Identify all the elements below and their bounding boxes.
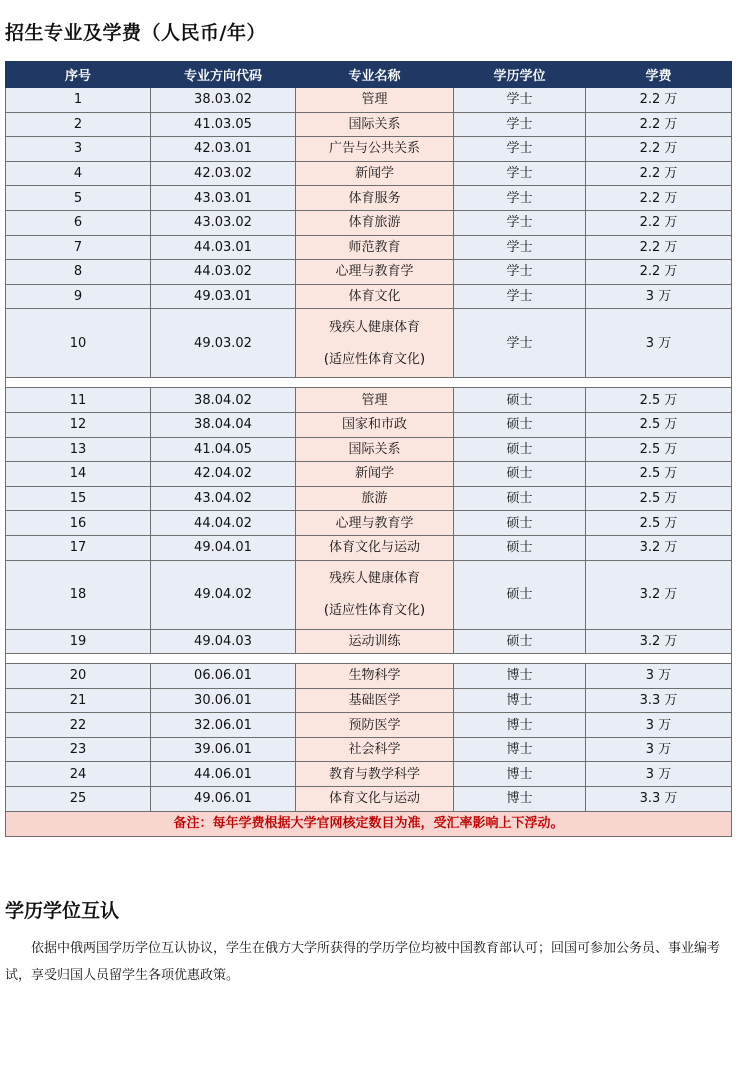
cell-code: 44.06.01 xyxy=(151,762,296,787)
fee-note: 备注：每年学费根据大学官网核定数目为准，受汇率影响上下浮动。 xyxy=(6,811,732,836)
cell-degree: 学士 xyxy=(454,88,586,113)
cell-major-name: 新闻学 xyxy=(296,462,454,487)
cell-major-name: 管理 xyxy=(296,388,454,413)
cell-fee: 2.5 万 xyxy=(586,412,732,437)
header-code: 专业方向代码 xyxy=(151,62,296,88)
cell-fee: 3.3 万 xyxy=(586,688,732,713)
header-degree: 学历学位 xyxy=(454,62,586,88)
cell-code: 42.04.02 xyxy=(151,462,296,487)
cell-fee: 2.5 万 xyxy=(586,511,732,536)
cell-code: 49.04.03 xyxy=(151,629,296,654)
cell-no: 3 xyxy=(6,137,151,162)
cell-major-name xyxy=(296,309,454,378)
cell-no: 8 xyxy=(6,260,151,285)
table-row xyxy=(6,688,732,713)
cell-degree: 学士 xyxy=(454,284,586,309)
cell-code: 41.04.05 xyxy=(151,437,296,462)
cell-degree: 硕士 xyxy=(454,560,586,629)
cell-fee: 3.2 万 xyxy=(586,629,732,654)
cell-degree: 学士 xyxy=(454,309,586,378)
cell-major-name: 教育与教学科学 xyxy=(296,762,454,787)
cell-no: 25 xyxy=(6,787,151,812)
cell-major-name: 预防医学 xyxy=(296,713,454,738)
cell-major-name xyxy=(296,560,454,629)
table-row xyxy=(6,137,732,162)
cell-degree: 博士 xyxy=(454,787,586,812)
cell-no: 19 xyxy=(6,629,151,654)
cell-code: 43.03.01 xyxy=(151,186,296,211)
cell-code: 30.06.01 xyxy=(151,688,296,713)
cell-degree: 硕士 xyxy=(454,388,586,413)
cell-code: 06.06.01 xyxy=(151,664,296,689)
cell-fee: 2.2 万 xyxy=(586,210,732,235)
table-row xyxy=(6,713,732,738)
table-row xyxy=(6,235,732,260)
header-fee: 学费 xyxy=(586,62,732,88)
cell-fee: 3.3 万 xyxy=(586,787,732,812)
cell-fee: 3.2 万 xyxy=(586,560,732,629)
cell-major-name: 国际关系 xyxy=(296,437,454,462)
cell-major-name: 国际关系 xyxy=(296,112,454,137)
table-row xyxy=(6,437,732,462)
cell-code: 38.03.02 xyxy=(151,88,296,113)
table-row xyxy=(6,560,732,629)
cell-code: 44.04.02 xyxy=(151,511,296,536)
cell-fee: 3 万 xyxy=(586,762,732,787)
cell-fee: 3 万 xyxy=(586,737,732,762)
cell-major-name: 运动训练 xyxy=(296,629,454,654)
cell-degree: 博士 xyxy=(454,664,586,689)
cell-degree: 硕士 xyxy=(454,535,586,560)
cell-fee: 2.2 万 xyxy=(586,137,732,162)
table-note-row xyxy=(6,811,732,836)
table-row xyxy=(6,787,732,812)
cell-degree: 硕士 xyxy=(454,412,586,437)
cell-major-name: 广告与公共关系 xyxy=(296,137,454,162)
header-no: 序号 xyxy=(6,62,151,88)
cell-code: 41.03.05 xyxy=(151,112,296,137)
cell-fee: 3.2 万 xyxy=(586,535,732,560)
cell-major-name: 管理 xyxy=(296,88,454,113)
cell-code: 49.04.01 xyxy=(151,535,296,560)
degree-recognition-paragraph: 依据中俄两国学历学位互认协议，学生在俄方大学所获得的学历学位均被中国教育部认可；回国可参加公务员、事业编考试，享受归国人员留学生各项优惠政策。 xyxy=(5,941,721,983)
cell-fee: 3 万 xyxy=(586,309,732,378)
cell-code: 32.06.01 xyxy=(151,713,296,738)
table-row xyxy=(6,664,732,689)
cell-major-name: 旅游 xyxy=(296,486,454,511)
table-separator-row xyxy=(6,654,732,664)
table-row xyxy=(6,629,732,654)
cell-code: 39.06.01 xyxy=(151,737,296,762)
cell-fee: 2.2 万 xyxy=(586,235,732,260)
cell-degree: 学士 xyxy=(454,260,586,285)
cell-code: 43.03.02 xyxy=(151,210,296,235)
cell-major-name: 体育旅游 xyxy=(296,210,454,235)
table-row xyxy=(6,737,732,762)
cell-no: 15 xyxy=(6,486,151,511)
cell-degree: 学士 xyxy=(454,112,586,137)
table-separator-row xyxy=(6,378,732,388)
cell-no: 10 xyxy=(6,309,151,378)
cell-degree: 学士 xyxy=(454,235,586,260)
cell-no: 23 xyxy=(6,737,151,762)
cell-no: 9 xyxy=(6,284,151,309)
cell-no: 21 xyxy=(6,688,151,713)
major-name-line2: (适应性体育文化) xyxy=(323,351,426,367)
cell-major-name: 心理与教育学 xyxy=(296,260,454,285)
table-row xyxy=(6,88,732,113)
cell-major-name: 生物科学 xyxy=(296,664,454,689)
cell-fee: 2.2 万 xyxy=(586,112,732,137)
cell-code: 44.03.01 xyxy=(151,235,296,260)
table-row xyxy=(6,535,732,560)
table-row xyxy=(6,511,732,536)
cell-degree: 学士 xyxy=(454,186,586,211)
cell-code: 44.03.02 xyxy=(151,260,296,285)
table-row xyxy=(6,284,732,309)
cell-degree: 硕士 xyxy=(454,629,586,654)
cell-code: 38.04.04 xyxy=(151,412,296,437)
cell-degree: 博士 xyxy=(454,762,586,787)
cell-no: 1 xyxy=(6,88,151,113)
table-row xyxy=(6,186,732,211)
cell-no: 16 xyxy=(6,511,151,536)
cell-no: 5 xyxy=(6,186,151,211)
cell-major-name: 体育文化 xyxy=(296,284,454,309)
cell-no: 11 xyxy=(6,388,151,413)
cell-code: 38.04.02 xyxy=(151,388,296,413)
cell-code: 49.06.01 xyxy=(151,787,296,812)
cell-fee: 2.5 万 xyxy=(586,437,732,462)
cell-degree: 学士 xyxy=(454,161,586,186)
table-row xyxy=(6,486,732,511)
cell-fee: 3 万 xyxy=(586,664,732,689)
cell-major-name: 心理与教育学 xyxy=(296,511,454,536)
cell-degree: 博士 xyxy=(454,737,586,762)
major-name-line2: (适应性体育文化) xyxy=(323,603,426,618)
cell-major-name: 体育文化与运动 xyxy=(296,535,454,560)
cell-major-name: 社会科学 xyxy=(296,737,454,762)
separator-cell xyxy=(6,654,732,664)
cell-major-name: 基础医学 xyxy=(296,688,454,713)
cell-no: 22 xyxy=(6,713,151,738)
cell-major-name: 师范教育 xyxy=(296,235,454,260)
table-row xyxy=(6,762,732,787)
cell-code: 42.03.01 xyxy=(151,137,296,162)
cell-degree: 硕士 xyxy=(454,462,586,487)
cell-degree: 硕士 xyxy=(454,437,586,462)
cell-no: 17 xyxy=(6,535,151,560)
cell-major-name: 体育文化与运动 xyxy=(296,787,454,812)
cell-no: 24 xyxy=(6,762,151,787)
major-name-line1: 残疾人健康体育 xyxy=(328,571,420,586)
cell-fee: 3 万 xyxy=(586,713,732,738)
cell-fee: 3 万 xyxy=(586,284,732,309)
cell-fee: 2.2 万 xyxy=(586,186,732,211)
major-name-line1: 残疾人健康体育 xyxy=(328,319,420,335)
cell-no: 6 xyxy=(6,210,151,235)
cell-code: 49.04.02 xyxy=(151,560,296,629)
cell-major-name: 新闻学 xyxy=(296,161,454,186)
cell-no: 12 xyxy=(6,412,151,437)
cell-no: 13 xyxy=(6,437,151,462)
cell-no: 20 xyxy=(6,664,151,689)
cell-degree: 学士 xyxy=(454,137,586,162)
table-row xyxy=(6,112,732,137)
cell-fee: 2.2 万 xyxy=(586,260,732,285)
table-row xyxy=(6,260,732,285)
table-row xyxy=(6,462,732,487)
majors-fee-table xyxy=(5,61,732,837)
cell-fee: 2.2 万 xyxy=(586,161,732,186)
table-row xyxy=(6,161,732,186)
cell-degree: 硕士 xyxy=(454,486,586,511)
cell-fee: 2.5 万 xyxy=(586,486,732,511)
cell-code: 42.03.02 xyxy=(151,161,296,186)
cell-no: 7 xyxy=(6,235,151,260)
cell-degree: 硕士 xyxy=(454,511,586,536)
cell-degree: 博士 xyxy=(454,688,586,713)
cell-no: 4 xyxy=(6,161,151,186)
cell-no: 18 xyxy=(6,560,151,629)
cell-fee: 2.5 万 xyxy=(586,462,732,487)
cell-code: 49.03.02 xyxy=(151,309,296,378)
section-title-degree-recognition: 学历学位互认 xyxy=(5,900,120,922)
cell-degree: 学士 xyxy=(454,210,586,235)
separator-cell xyxy=(6,378,732,388)
table-row xyxy=(6,210,732,235)
cell-code: 49.03.01 xyxy=(151,284,296,309)
cell-no: 14 xyxy=(6,462,151,487)
table-row xyxy=(6,388,732,413)
cell-major-name: 体育服务 xyxy=(296,186,454,211)
cell-major-name: 国家和市政 xyxy=(296,412,454,437)
table-row xyxy=(6,309,732,378)
cell-degree: 博士 xyxy=(454,713,586,738)
cell-no: 2 xyxy=(6,112,151,137)
cell-code: 43.04.02 xyxy=(151,486,296,511)
header-name: 专业名称 xyxy=(296,62,454,88)
table-row xyxy=(6,412,732,437)
cell-fee: 2.2 万 xyxy=(586,88,732,113)
table-header-row xyxy=(6,62,732,88)
section-title-majors-fees: 招生专业及学费（人民币/年） xyxy=(5,22,266,44)
cell-fee: 2.5 万 xyxy=(586,388,732,413)
